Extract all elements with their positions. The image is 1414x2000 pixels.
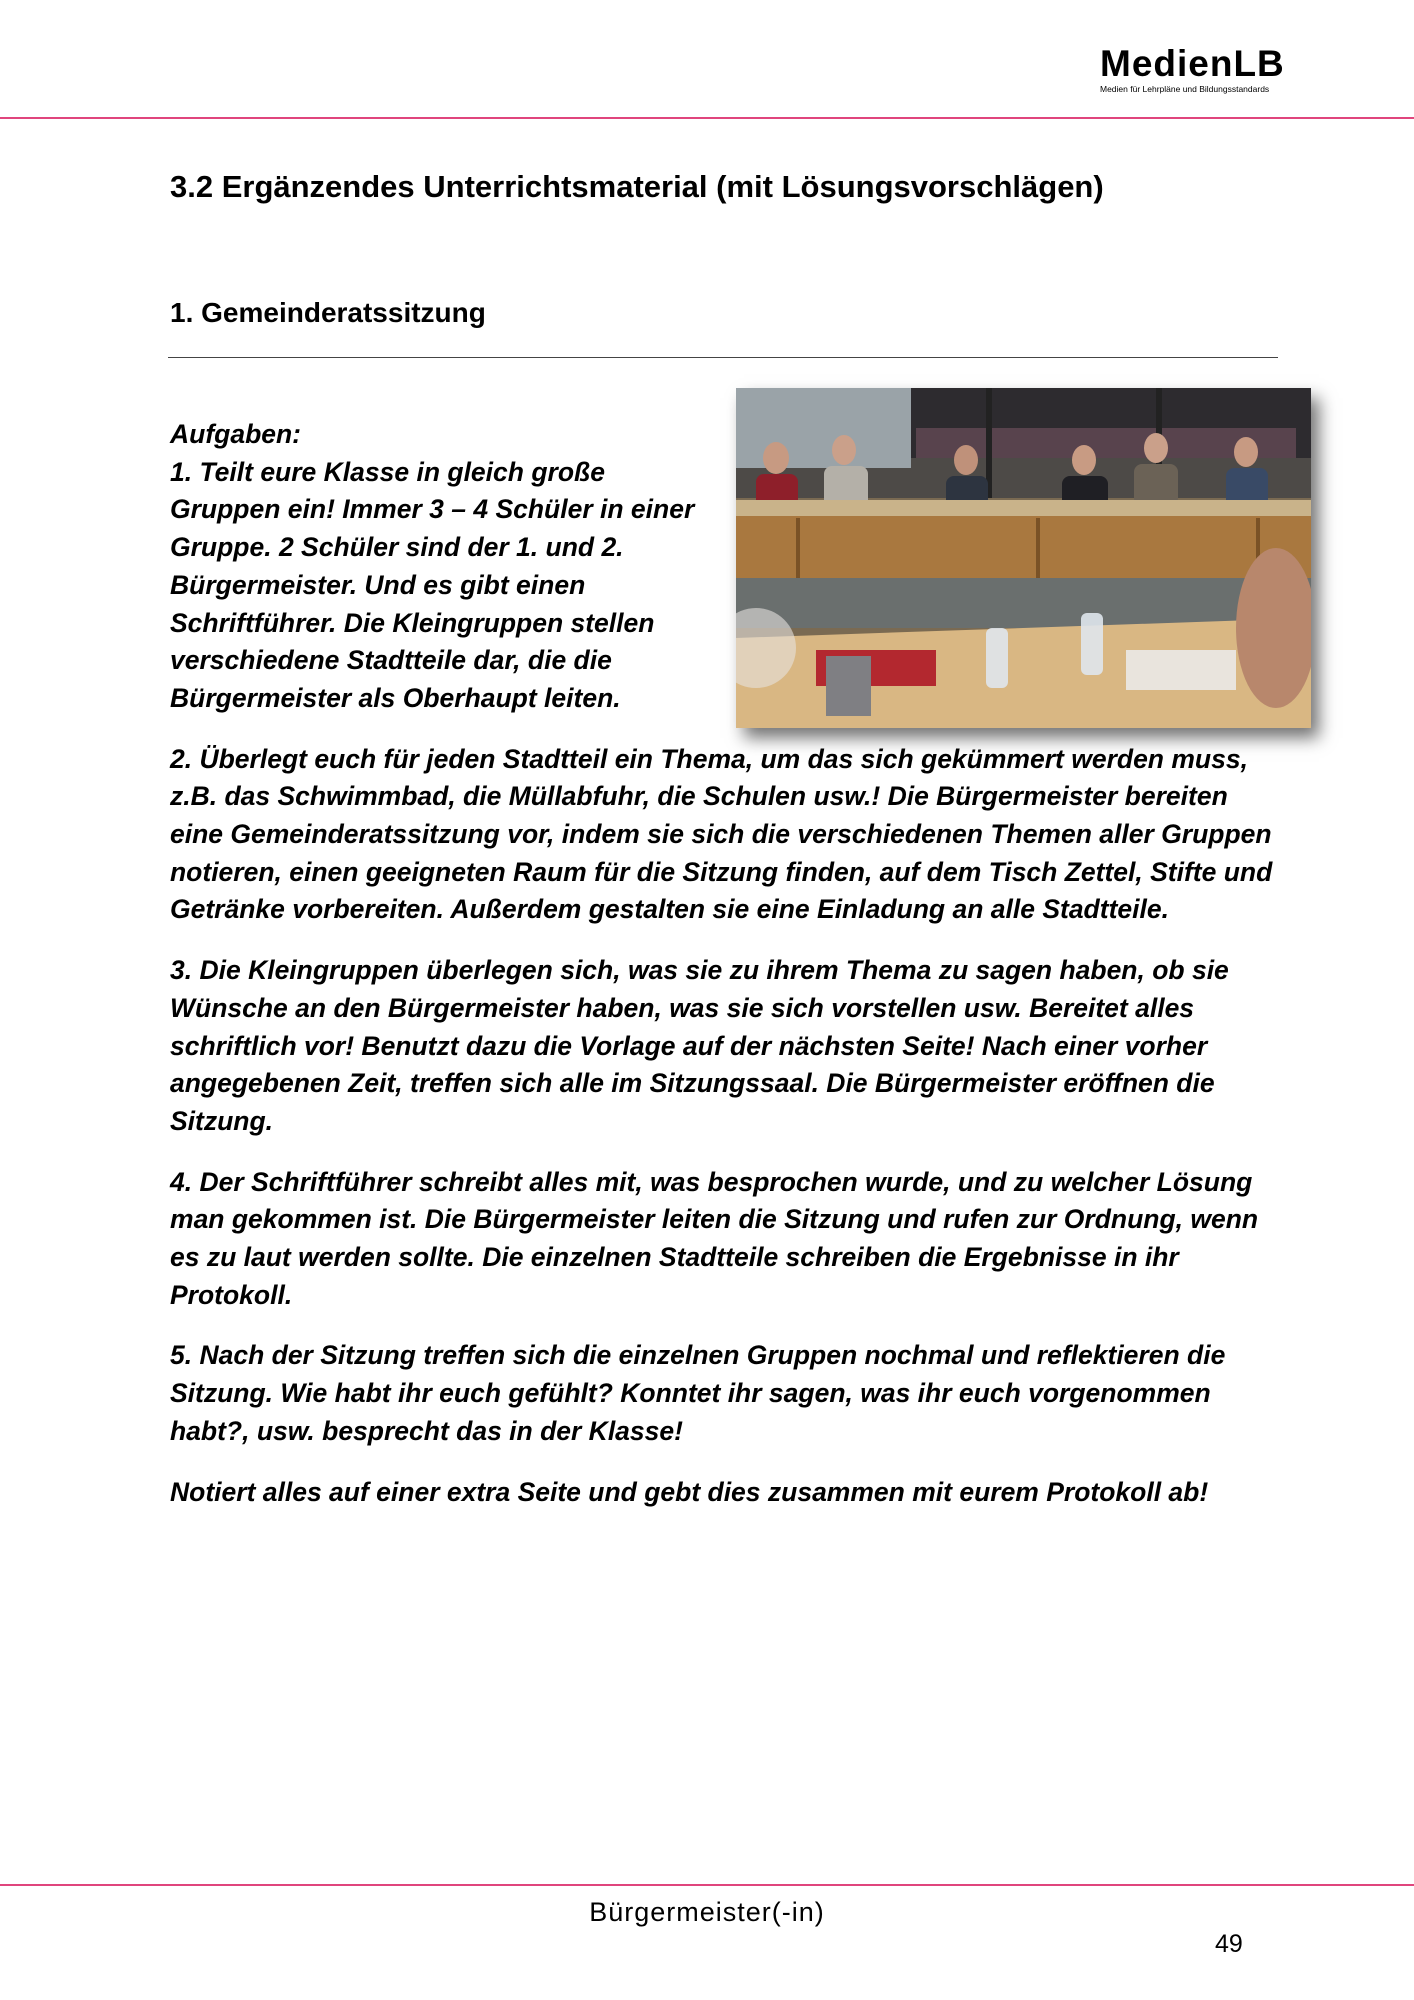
task-list: [170, 416, 1280, 1534]
logo-tagline: Medien für Lehrpläne und Bildungsstandards: [1100, 84, 1270, 94]
medienlb-logo: [1100, 44, 1310, 94]
section-heading: 3.2 Ergänzendes Unterrichtsmaterial (mit Lösungsvorschlägen): [170, 169, 1104, 204]
task-item-5: 5. Nach der Sitzung treffen sich die einzelnen Gruppen nochmal und reflektieren die Sitzung. Wie habt ihr euch gefühlt? Konntet ihr sagen, was ihr euch vorgenommen habt?, usw. besprecht das in der Klasse!: [170, 1340, 1226, 1446]
task-closing-note: Notiert alles auf einer extra Seite und gebt dies zusammen mit eurem Protokoll ab!: [170, 1476, 1209, 1507]
task-item-1: 1. Teilt eure Klasse in gleich große Gruppen ein! Immer 3 – 4 Schüler in einer Gruppe. 2 Schüler sind der 1. und 2. Bürgermeister. Und es gibt einen Schriftführer. Die Kleingruppen stellen verschiedene Stadtteile dar, die die Bürgermeister als Oberhaupt leiten.: [170, 456, 695, 713]
task-item-4: 4. Der Schriftführer schreibt alles mit, was besprochen wurde, und zu welcher Lösung man gekommen ist. Die Bürgermeister leiten die Sitzung und rufen zur Ordnung, wenn es zu laut werden sollte. Die einzelnen Stadtteile schreiben die Ergebnisse in ihr Protokoll.: [170, 1166, 1259, 1310]
task-heading-label: Aufgaben:: [170, 419, 302, 449]
page-number: 49: [1215, 1930, 1243, 1958]
heading-underline: [168, 357, 1278, 358]
footer-divider: [0, 1884, 1414, 1886]
logo-wordmark: MedienLB: [1100, 43, 1285, 84]
header-divider: [0, 117, 1414, 119]
activity-heading: 1. Gemeinderatssitzung: [170, 297, 486, 328]
task-item-3: 3. Die Kleingruppen überlegen sich, was sie zu ihrem Thema zu sagen haben, ob sie Wünsche an den Bürgermeister haben, was sie sich vorstellen usw. Bereitet alles schriftlich vor! Benutzt dazu die Vorlage auf der nächsten Seite! Nach einer vorher angegebenen Zeit, treffen sich alle im Sitzungssaal. Die Bürgermeister eröffnen die Sitzung.: [170, 955, 1229, 1136]
footer-title: Bürgermeister(-in): [589, 1897, 825, 1927]
task-heading: [170, 416, 705, 718]
task-item-2: 2. Überlegt euch für jeden Stadtteil ein Thema, um das sich gekümmert werden muss, z.B. das Schwimmbad, die Müllabfuhr, die Schulen usw.! Die Bürgermeister bereiten eine Gemeinderatssitzung vor, indem sie sich die verschiedenen Themen aller Gruppen notieren, einen geeigneten Raum für die Sitzung finden, auf dem Tisch Zettel, Stifte und Getränke vorbereiten. Außerdem gestalten sie eine Einladung an alle Stadtteile.: [170, 743, 1273, 925]
